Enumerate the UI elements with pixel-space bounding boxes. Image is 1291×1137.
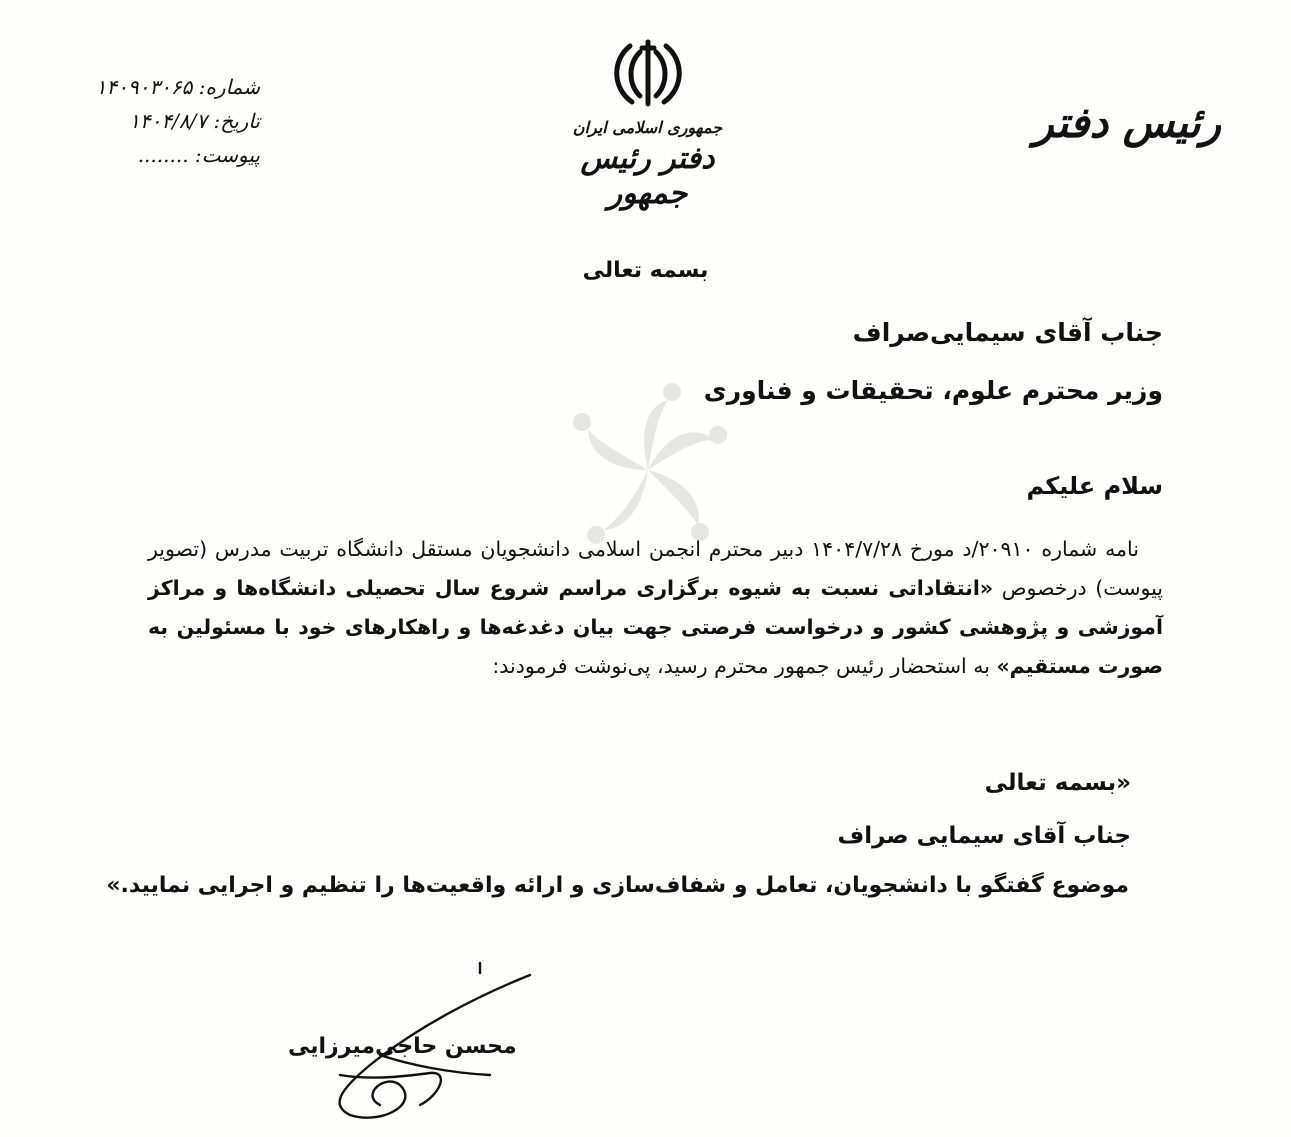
- quote-directive: موضوع گفتگو با دانشجویان، تعامل و شفاف‌سازی و ارائه واقعیت‌ها را تنظیم و اجرایی نمایید.»: [106, 873, 1129, 898]
- greeting: سلام علیکم: [1026, 472, 1163, 500]
- body-text-outro: به استحضار رئیس جمهور محترم رسید، پی‌نوشت فرمودند:: [492, 654, 997, 678]
- signer-name: محسن حاجی‌میرزایی: [288, 1034, 517, 1059]
- letter-meta: [40, 70, 260, 172]
- body-text-intro: نامه شماره ۲۰۹۱۰/د مورخ ۱۴۰۴/۷/۲۸ دبیر محترم انجمن اسلامی دانشجویان مستقل دانشگاه تربیت مدرس (تصویر پیوست) درخصوص: [148, 537, 1164, 600]
- letter-attachment: پیوست: ........: [137, 143, 260, 167]
- basmala-heading: بسمه تعالی: [582, 258, 709, 283]
- letter-body: [148, 530, 1163, 686]
- office-title: رئیس دفتر: [1033, 98, 1221, 147]
- quote-basmala: «بسمه تعالی: [984, 770, 1131, 796]
- emblem-subtitle: جمهوری اسلامی ایران: [572, 118, 723, 137]
- letter-date: تاریخ: ۱۴۰۴/۸/۷: [129, 109, 260, 133]
- quote-addressee: جناب آقای سیمایی صراف: [837, 823, 1131, 849]
- iran-emblem-icon: [608, 38, 688, 110]
- letter-number: شماره: ۱۴۰۹۰۳۰۶۵: [95, 75, 260, 99]
- body-text-highlight: «انتقاداتی نسبت به شیوه برگزاری مراسم شروع سال تحصیلی دانشگاه‌ها و مراکز آموزشی و پژوهشی کشور و درخواست فرصتی جهت بیان دغدغه‌ها و راهکارهای خود با مسئولین به صورت مستقیم»: [148, 576, 1163, 678]
- emblem-title: دفتر رئیس جمهور: [580, 141, 715, 211]
- letterhead-emblem: [565, 38, 730, 211]
- recipient-name: جناب آقای سیمایی‌صراف: [852, 318, 1163, 347]
- recipient-title: وزیر محترم علوم، تحقیقات و فناوری: [703, 376, 1163, 405]
